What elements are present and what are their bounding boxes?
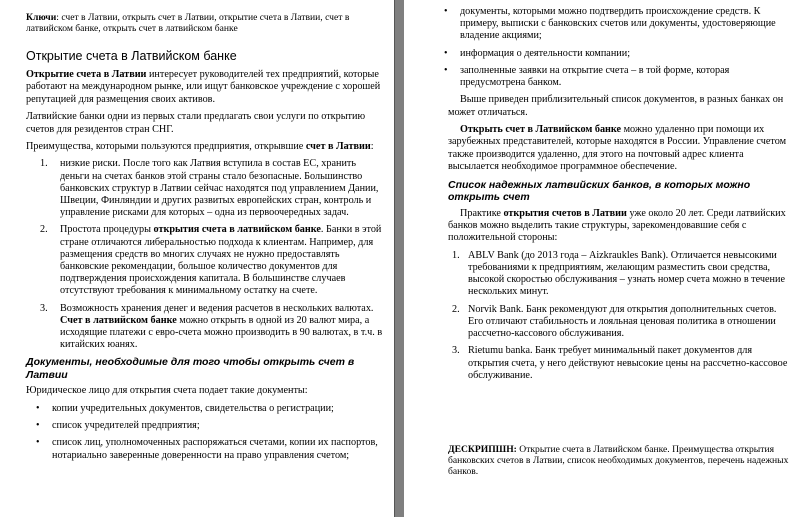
keywords-label: Ключи	[26, 12, 57, 23]
section-heading-documents: Документы, необходимые для того чтобы открыть счет в Латвии	[26, 356, 355, 381]
document-item	[444, 6, 790, 43]
remote-opening-paragraph	[448, 124, 790, 174]
document-item	[444, 47, 790, 60]
document-text: список учредителей предприятия;	[52, 420, 200, 432]
description-block	[448, 444, 790, 477]
list-number: 1.	[452, 249, 460, 261]
banks-list	[448, 250, 790, 382]
intro-bold: Открытие счета в Латвии	[26, 69, 147, 80]
documents-list	[26, 403, 386, 462]
bank-text: Rietumu banka. Банк требует минимальный пакет документов для открытия счета, у него действуют невысокие цены на рассчетно-кассовое обслуживание.	[468, 345, 788, 381]
documents-list-continued	[444, 6, 790, 89]
paragraph-cis: Латвийские банки одни из первых стали предлагать свои услуги по открытию счетов для резидентов стран СНГ.	[26, 111, 366, 135]
bank-item	[448, 345, 790, 382]
advantage-bold: открытия счета в латвийском банке	[153, 224, 321, 236]
bank-text: ABLV Bank (до 2013 года – Aizkraukles Bank). Отличается невысокими требованиями к предприятиям, желающим разместить свои средства, высокой скоростью обслуживания – узнать номер счета можно в течение нескольких минут.	[468, 249, 785, 298]
list-number: 3.	[40, 302, 48, 314]
intro-rest: интересует руководителей тех предприятий, которые работают на международном рынке, или ищут банковское учреждение с хорошей репутацией для размещения своих активов.	[26, 69, 381, 105]
document-item	[26, 420, 386, 432]
advantages-intro-bold: счет в Латвии	[305, 141, 371, 153]
bullet-icon: •	[36, 402, 40, 414]
document-text: информация о деятельности компании;	[460, 47, 631, 59]
documents-intro: Юридическое лицо для открытия счета подает такие документы:	[26, 385, 308, 397]
document-text: список лиц, уполномоченных распоряжаться счетами, копии их паспортов, нотариально заверенные доверенности на право управления счетом;	[52, 437, 378, 461]
advantages-intro-start: Преимущества, которыми пользуются предприятия, открывшие	[26, 141, 306, 153]
bullet-icon: •	[444, 47, 448, 59]
bank-item	[448, 250, 790, 299]
advantage-text-end: . Банки в этой стране отличаются либеральностью подхода к клиентам. Например, для размещения средств во многих случаях не нужно предоставлять банковские рекомендации, большое количество документов для подтверждения происхождения капитала. В большинстве случаев отсутствуют требования к минимальному остатку на счете.	[60, 224, 382, 297]
keywords-text: : счет в Латвии, открыть счет в Латвии, открытие счета в Латвии, счет в латвийском банке, открыть счет в латвийском банке	[26, 12, 350, 34]
bullet-icon: •	[36, 437, 40, 449]
list-number: 1.	[40, 158, 48, 170]
advantage-text: низкие риски. После того как Латвия вступила в состав ЕС, хранить деньги на счетах банков этой страны стало безопасные. Большинство банковских структур в Латвии сейчас находятся под управлением Дании, Швеции, Финляндии и других развитых европейских стран, контроль и управление рисками для которых – одна из первоочередных задач.	[60, 158, 379, 219]
bullet-icon: •	[36, 420, 40, 432]
document-text: копии учредительных документов, свидетельства о регистрации;	[52, 402, 334, 414]
remote-opening-rest: можно удаленно при помощи их зарубежных представителей, которые находятся в России. Управление счетом также производится удаленно, для этого на почтовый адрес клиента высылается необходимое программное обеспечение.	[448, 124, 787, 173]
document-text: заполненные заявки на открытие счета – в той форме, которая предусмотрена банком.	[460, 64, 730, 89]
bank-item	[448, 304, 790, 341]
advantage-bold: Счет в латвийском банке	[60, 314, 177, 326]
practice-rest: уже около 20 лет. Среди латвийских банков можно выделить такие структуры, зарекомендовавшие себя с положительной стороны:	[448, 207, 786, 244]
document-item	[26, 437, 386, 461]
article-title: Открытие счета в Латвийском банке	[26, 49, 237, 63]
intro-paragraph	[26, 69, 386, 106]
advantage-text-end: можно открыть в одной из 20 валют мира, а исходящие платежи с евро-счета можно производить в 90 валютах, в т.ч. в китайских юанях.	[60, 314, 383, 351]
document-item	[26, 403, 386, 415]
practice-paragraph	[448, 208, 790, 245]
section-heading-banks: Список надежных латвийских банков, в которых можно открыть счет	[448, 178, 751, 204]
list-number: 2.	[452, 303, 460, 315]
practice-bold: открытия счетов в Латвии	[503, 207, 627, 219]
advantages-intro-end: :	[370, 141, 374, 153]
document-text: документы, которыми можно подтвердить происхождение средств. К примеру, выписки с банковских счетов или документы, удостоверяющие владение акциями;	[460, 6, 776, 42]
advantage-text: Возможность хранения денег и ведения расчетов в нескольких валютах.	[60, 302, 374, 314]
advantage-item	[26, 224, 386, 297]
list-number: 3.	[452, 345, 460, 357]
documents-note: Выше приведен приблизительный список документов, в разных банках он может отличаться.	[448, 94, 784, 118]
description-text: Открытие счета в Латвийском банке. Преимущества открытия банковских счетов в Латвии, список необходимых документов, перечень надежных банков.	[448, 443, 789, 477]
document-page-1	[0, 0, 395, 517]
remote-opening-bold: Открыть счет в Латвийском банке	[460, 124, 622, 136]
keywords-line	[26, 12, 386, 34]
bullet-icon: •	[444, 6, 448, 17]
advantages-intro	[26, 141, 386, 153]
list-number: 2.	[40, 224, 48, 236]
advantage-text: Простота процедуры	[60, 224, 154, 236]
description-label: ДЕСКРИПШН:	[448, 443, 517, 455]
advantages-list	[26, 158, 386, 351]
document-item	[444, 64, 790, 89]
advantage-item	[26, 303, 386, 352]
document-page-2	[404, 0, 800, 517]
advantage-item	[26, 158, 386, 219]
bullet-icon: •	[444, 64, 448, 76]
practice-start: Практике	[460, 207, 504, 219]
bank-text: Norvik Bank. Банк рекомендуют для открытия дополнительных счетов. Его отличают стабильность и лояльная ценовая политика в отношении рассчетно-кассового обслуживания.	[468, 303, 777, 340]
